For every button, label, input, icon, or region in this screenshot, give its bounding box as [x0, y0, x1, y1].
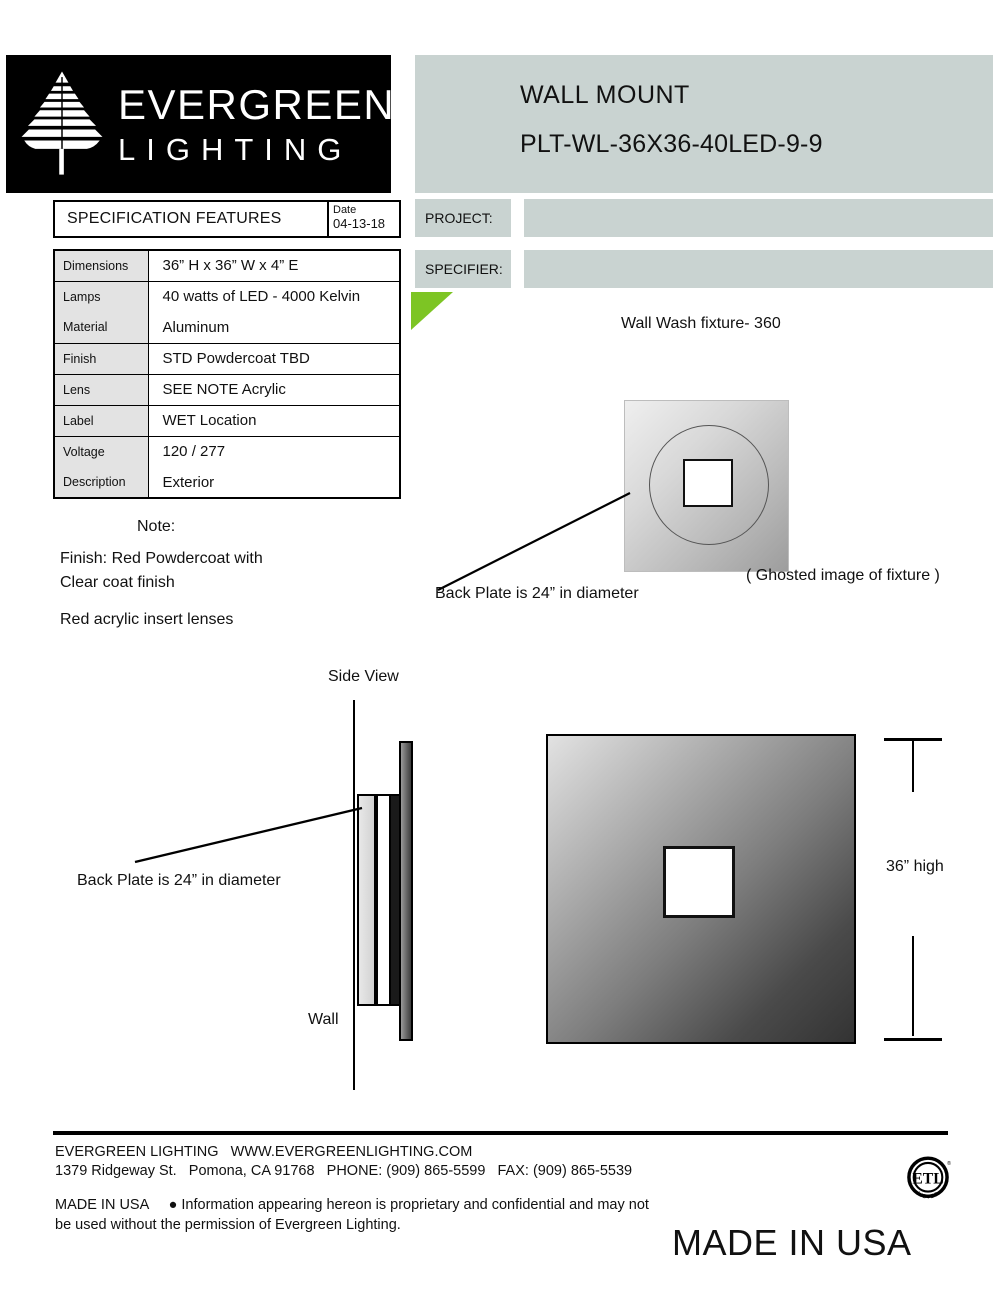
svg-text:®: ® [947, 1161, 951, 1168]
table-row [54, 250, 400, 281]
height-dimension-indicator [912, 738, 982, 1043]
spec-value: STD Powdercoat TBD [148, 343, 400, 374]
footer-divider [53, 1131, 948, 1135]
etl-listed-icon [902, 1153, 954, 1205]
footer-line-1: EVERGREEN LIGHTING WWW.EVERGREENLIGHTING.COM [55, 1144, 473, 1160]
product-type: WALL MOUNT [520, 81, 690, 109]
table-row [54, 436, 400, 467]
dim-line-top [912, 740, 914, 792]
ghost-image-caption: ( Ghosted image of fixture ) [746, 567, 940, 584]
brand-line-lighting: LIGHTING [118, 131, 353, 167]
note-line-3: Red acrylic insert lenses [60, 611, 234, 628]
note-title: Note: [137, 518, 176, 535]
back-plate-callout-side: Back Plate is 24” in diameter [77, 872, 281, 889]
note-line-2: Clear coat finish [60, 574, 175, 591]
company-logo-block [6, 55, 396, 193]
spec-key: Material [54, 312, 148, 343]
project-label: PROJECT: [415, 199, 511, 237]
back-plate-callout-top: Back Plate is 24” in diameter [435, 585, 639, 602]
side-view-face-bar [399, 741, 413, 1041]
made-in-usa-stamp: MADE IN USA [672, 1222, 912, 1263]
wall-line [353, 700, 355, 1090]
brand-line-evergreen: EVERGREEN [118, 80, 396, 128]
spec-key: Description [54, 467, 148, 498]
front-view-fixture [546, 734, 856, 1044]
spec-value: Exterior [148, 467, 400, 498]
spec-key: Dimensions [54, 250, 148, 281]
spec-header-bar [53, 200, 401, 238]
dim-cap-bottom [884, 1038, 942, 1041]
spec-date-cell [327, 202, 399, 236]
back-plate-leader-line-side [130, 800, 370, 870]
table-row [54, 343, 400, 374]
svg-text:ETL: ETL [912, 1170, 944, 1188]
footer-line-4: be used without the permission of Evergreen Lighting. [55, 1217, 401, 1233]
wall-wash-fixture-title: Wall Wash fixture- 360 [621, 315, 781, 332]
spec-value: 40 watts of LED - 4000 Kelvin [148, 281, 400, 312]
spec-key: Finish [54, 343, 148, 374]
specifier-input[interactable] [524, 250, 993, 288]
brand-wordmark [118, 80, 396, 167]
note-line-1: Finish: Red Powdercoat with [60, 550, 263, 567]
product-code: PLT-WL-36X36-40LED-9-9 [520, 130, 823, 158]
spec-key: Label [54, 405, 148, 436]
project-input[interactable] [524, 199, 993, 237]
date-value: 04-13-18 [333, 215, 386, 231]
height-dimension-label: 36” high [886, 858, 944, 875]
spec-key: Voltage [54, 436, 148, 467]
table-row [54, 312, 400, 343]
spec-value: 36” H x 36” W x 4” E [148, 250, 400, 281]
spec-section-title: SPECIFICATION FEATURES [67, 210, 282, 227]
spec-key: Lens [54, 374, 148, 405]
specification-table [53, 249, 401, 499]
spec-value: 120 / 277 [148, 436, 400, 467]
spec-key: Lamps [54, 281, 148, 312]
spec-value: SEE NOTE Acrylic [148, 374, 400, 405]
product-title-block [415, 55, 993, 193]
specifier-label: SPECIFIER: [415, 250, 511, 288]
spec-value: Aluminum [148, 312, 400, 343]
back-plate-leader-line-top [430, 485, 660, 600]
pine-tree-icon [16, 64, 108, 184]
wall-label: Wall [308, 1011, 339, 1028]
front-view-aperture [663, 846, 735, 918]
fixture-aperture-square [683, 459, 733, 507]
side-view-title: Side View [328, 668, 399, 685]
date-label: Date [333, 204, 357, 216]
dim-line-bottom [912, 936, 914, 1036]
table-row [54, 374, 400, 405]
spec-value: WET Location [148, 405, 400, 436]
table-row [54, 405, 400, 436]
svg-text:LISTED: LISTED [915, 1190, 941, 1201]
table-row [54, 281, 400, 312]
green-accent-triangle-icon [411, 292, 453, 330]
footer-line-2: 1379 Ridgeway St. Pomona, CA 91768 PHONE: (909) 865-5599 FAX: (909) 865-5539 [55, 1163, 633, 1179]
footer-line-3: MADE IN USA ● Information appearing hereon is proprietary and confidential and may not [55, 1197, 649, 1213]
table-row [54, 467, 400, 498]
